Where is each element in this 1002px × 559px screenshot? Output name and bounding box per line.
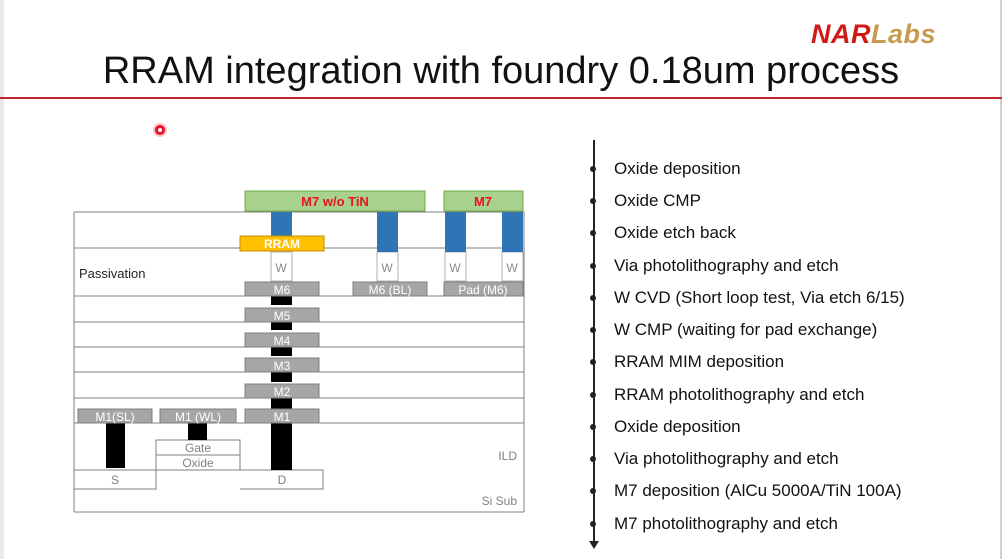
via-m7-rram <box>271 212 292 237</box>
process-step: Oxide deposition <box>588 417 988 437</box>
bullet-icon <box>590 166 596 172</box>
oxide-label: Oxide <box>182 456 214 470</box>
m7-pad-label: M7 <box>473 194 493 209</box>
metal-layers <box>78 282 523 423</box>
process-step: M7 deposition (AlCu 5000A/TiN 100A) <box>588 481 988 501</box>
label-pad-m6: Pad (M6) <box>458 283 508 297</box>
bullet-icon <box>590 327 596 333</box>
bullet-icon <box>590 456 596 462</box>
label-m1-sl: M1(SL) <box>95 410 135 424</box>
process-step: W CVD (Short loop test, Via etch 6/15) <box>588 288 988 308</box>
via-m4-m3 <box>271 347 292 356</box>
contact-drain <box>271 423 292 470</box>
m7-without-tin-label: M7 w/o TiN <box>301 194 369 209</box>
process-step: W CMP (waiting for pad exchange) <box>588 320 988 340</box>
bullet-icon <box>590 198 596 204</box>
source-label: S <box>110 473 120 487</box>
process-step: Oxide etch back <box>588 223 988 243</box>
rram-label: RRAM <box>264 237 300 251</box>
w-label-pad-left: W <box>449 261 461 275</box>
contact-gate <box>188 423 207 440</box>
m7-layer <box>245 191 523 211</box>
process-step: Via photolithography and etch <box>588 449 988 469</box>
w-label-rram: W <box>275 261 287 275</box>
bullet-icon <box>590 488 596 494</box>
si-sub-label: Si Sub <box>481 494 517 508</box>
via-m7-bl <box>377 212 398 252</box>
w-label-bl: W <box>381 261 393 275</box>
bullet-icon <box>590 424 596 430</box>
label-m1-wl: M1 (WL) <box>175 410 221 424</box>
contact-source <box>106 423 125 468</box>
passivation-label: Passivation <box>79 266 146 281</box>
bullet-icon <box>590 230 596 236</box>
tungsten-vias <box>271 252 523 281</box>
rram-cell <box>240 236 324 251</box>
process-step: RRAM photolithography and etch <box>588 385 988 405</box>
process-step: Via photolithography and etch <box>588 256 988 276</box>
bullet-icon <box>590 263 596 269</box>
drain-label: D <box>277 473 287 487</box>
label-m3: M3 <box>273 359 291 373</box>
via-m6-m5 <box>271 296 292 305</box>
via-m2-m1 <box>271 398 292 409</box>
via-m7-pad-right <box>502 212 523 252</box>
label-m4: M4 <box>273 334 291 348</box>
label-m5: M5 <box>273 309 291 323</box>
metal-labels <box>95 283 507 424</box>
process-step: RRAM MIM deposition <box>588 352 988 372</box>
bullet-icon <box>590 392 596 398</box>
via-m7-pad-left <box>445 212 466 252</box>
via-m3-m2 <box>271 372 292 382</box>
bullet-icon <box>590 295 596 301</box>
slide-title: RRAM integration with foundry 0.18um process <box>102 50 900 92</box>
via-m5-m4 <box>271 322 292 330</box>
narlabs-logo: NARLabs <box>810 19 936 49</box>
process-step: M7 photolithography and etch <box>588 514 988 534</box>
process-step: Oxide CMP <box>588 191 988 211</box>
label-m6: M6 <box>273 283 291 297</box>
gate-label: Gate <box>184 441 212 455</box>
bullet-icon <box>590 359 596 365</box>
timeline-arrow-icon <box>589 541 599 549</box>
w-label-pad-right: W <box>506 261 518 275</box>
bullet-icon <box>590 521 596 527</box>
label-m2: M2 <box>273 385 291 399</box>
ild-label: ILD <box>498 449 517 463</box>
process-step: Oxide deposition <box>588 159 988 179</box>
label-m1: M1 <box>273 410 291 424</box>
label-m6-bl: M6 (BL) <box>368 283 412 297</box>
